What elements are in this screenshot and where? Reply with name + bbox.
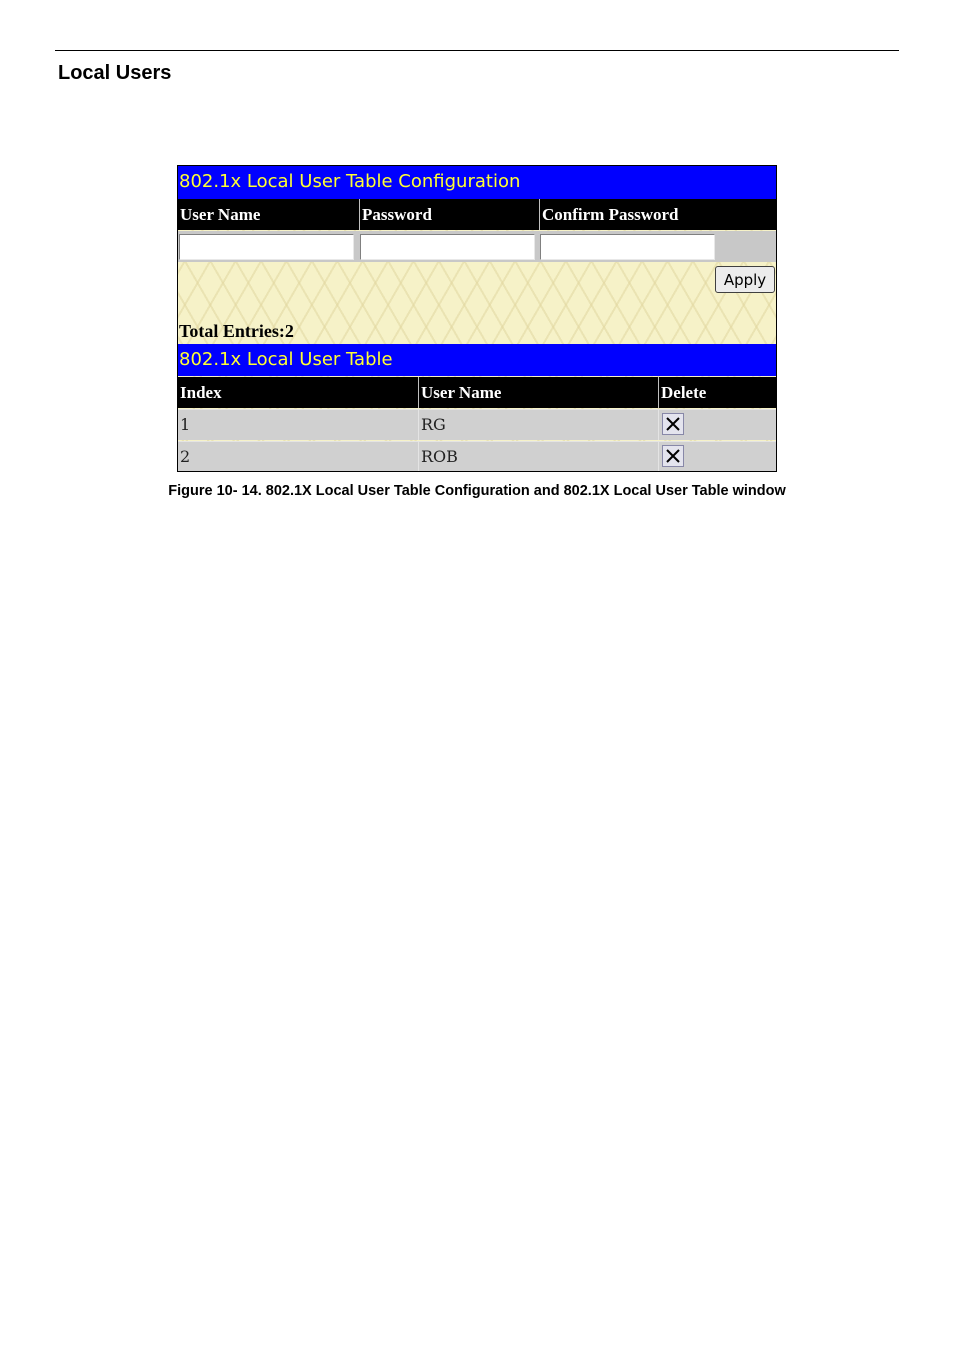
header-password: Password (359, 199, 539, 230)
apply-button[interactable]: Apply (715, 266, 775, 293)
table-row (178, 441, 776, 472)
row-index: 2 (180, 447, 191, 466)
table-header-row (178, 377, 776, 408)
config-title-bar: 802.1x Local User Table Configuration (178, 166, 776, 199)
section-title: Local Users (58, 62, 172, 84)
password-input[interactable] (360, 234, 535, 260)
delete-x-icon[interactable] (662, 413, 684, 435)
header-index: Index (178, 377, 418, 408)
delete-x-icon[interactable] (662, 445, 684, 467)
row-user-name: ROB (418, 442, 658, 472)
row-delete-cell (658, 442, 776, 472)
config-header-row (178, 199, 776, 230)
confirm-password-input[interactable] (540, 234, 715, 260)
local-user-panel (177, 165, 777, 472)
figure-caption: Figure 10- 14. 802.1X Local User Table Configuration and 802.1X Local User Table window (168, 483, 786, 499)
config-input-row (178, 231, 776, 262)
row-delete-cell (658, 410, 776, 440)
table-title-bar: 802.1x Local User Table (178, 344, 776, 376)
table-row (178, 409, 776, 440)
row-user-name: RG (418, 410, 658, 440)
user-name-input[interactable] (179, 234, 354, 260)
total-entries: Total Entries:2 (179, 321, 294, 341)
header-confirm-password: Confirm Password (539, 199, 776, 230)
header-user-name: User Name (178, 199, 359, 230)
header-table-user-name: User Name (418, 377, 658, 408)
top-rule (55, 50, 899, 51)
row-index: 1 (180, 415, 191, 434)
header-delete: Delete (658, 377, 776, 408)
